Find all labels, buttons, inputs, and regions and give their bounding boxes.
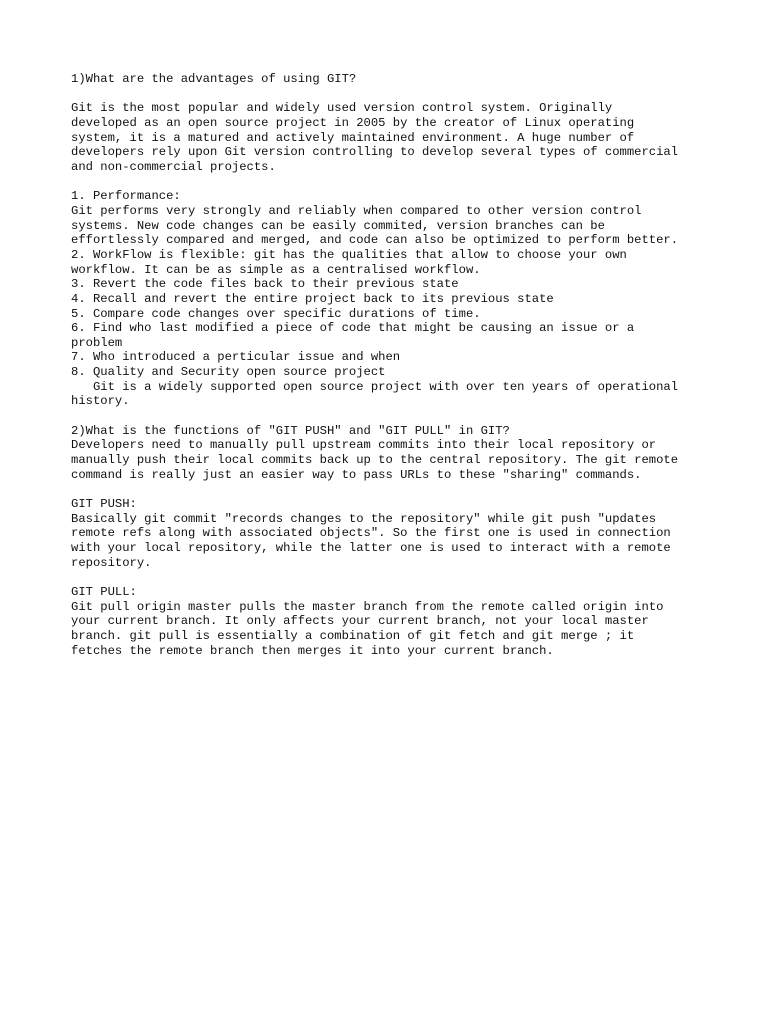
document-body-text: 1)What are the advantages of using GIT? Git is the most popular and widely used version control system. Originally developed as an open source project in 2005 by the creator of Linux operating system, it is a matured and actively maintained environment. A huge number of developers rely upon Git version controlling to develop several types of commercial and non-commercial projects. 1. Performance: Git performs very strongly and reliably when compared to other version control systems. New code changes can be easily commited, version branches can be effortlessly compared and merged, and code can also be optimized to perform better. 2. WorkFlow is flexible: git has the qualities that allow to choose your own workflow. It can be as simple as a centralised workflow. 3. Revert the code files back to their previous state 4. Recall and revert the entire project back to its previous state 5. Compare code changes over specific durations of time. 6. Find who last modified a piece of code that might be causing an issue or a problem 7. Who introduced a perticular issue and when 8. Quality and Security open source project Git is a widely supported open source project with over ten years of operational history. 2)What is the functions of "GIT PUSH" and "GIT PULL" in GIT? Developers need to manually pull upstream commits into their local repository or manually push their local commits back up to the central repository. The git remote command is really just an easier way to pass URLs to these "sharing" commands. GIT PUSH: Basically git commit "records changes to the repository" while git push "updates remote refs along with associated objects". So the first one is used in connection with your local repository, while the latter one is used to interact with a remote repository. GIT PULL: Git pull origin master pulls the master branch from the remote called origin into your current branch. It only affects your current branch, not your local master branch. git pull is essentially a combination of git fetch and git merge ; it fetches the remote branch then merges it into your current branch. [71,72,679,658]
